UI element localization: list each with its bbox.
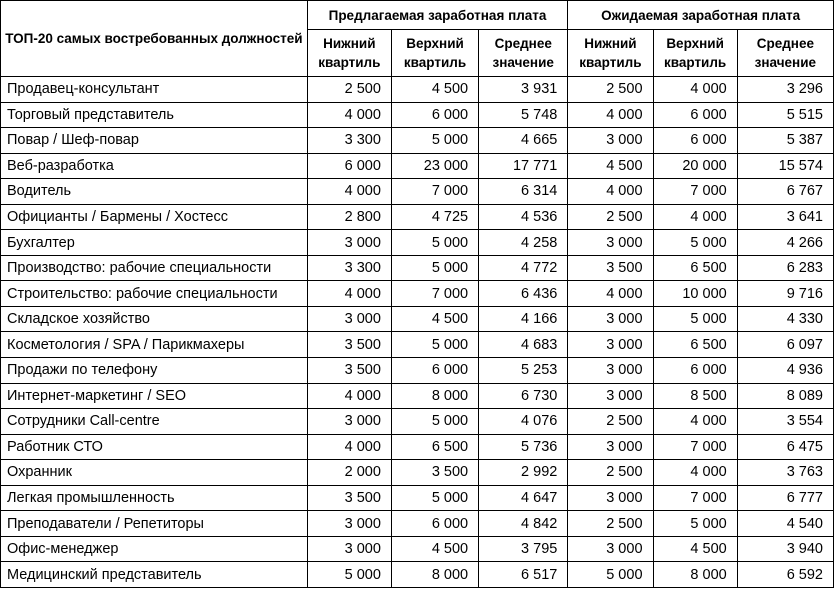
offered-mean-cell: 5 748: [479, 102, 568, 128]
expected-upper-cell: 6 000: [653, 102, 737, 128]
offered-lower-cell: 2 000: [307, 460, 391, 486]
offered-lower-cell: 2 500: [307, 77, 391, 103]
offered-lower-cell: 4 000: [307, 179, 391, 205]
expected-lower-cell: 3 000: [568, 358, 653, 384]
expected-mean-cell: 6 767: [737, 179, 833, 205]
job-title-cell: Производство: рабочие специальности: [1, 255, 308, 281]
col-header-offered-upper: Верхний квартиль: [391, 30, 478, 77]
group-header-expected: Ожидаемая заработная плата: [568, 1, 834, 30]
offered-lower-cell: 3 000: [307, 536, 391, 562]
expected-mean-cell: 6 592: [737, 562, 833, 588]
offered-mean-cell: 3 931: [479, 77, 568, 103]
table-row: [1, 281, 834, 307]
expected-upper-cell: 4 000: [653, 77, 737, 103]
expected-lower-cell: 2 500: [568, 77, 653, 103]
offered-upper-cell: 4 725: [391, 204, 478, 230]
expected-upper-cell: 4 500: [653, 536, 737, 562]
expected-lower-cell: 4 000: [568, 281, 653, 307]
offered-lower-cell: 2 800: [307, 204, 391, 230]
offered-mean-cell: 4 683: [479, 332, 568, 358]
offered-upper-cell: 6 500: [391, 434, 478, 460]
job-title-cell: Продажи по телефону: [1, 358, 308, 384]
job-title-cell: Официанты / Бармены / Хостесс: [1, 204, 308, 230]
offered-mean-cell: 6 517: [479, 562, 568, 588]
job-title-cell: Сотрудники Call-centre: [1, 409, 308, 435]
expected-lower-cell: 4 000: [568, 179, 653, 205]
offered-lower-cell: 3 000: [307, 230, 391, 256]
offered-lower-cell: 3 500: [307, 485, 391, 511]
offered-upper-cell: 3 500: [391, 460, 478, 486]
table-row: [1, 102, 834, 128]
col-header-offered-lower: Нижний квартиль: [307, 30, 391, 77]
job-title-cell: Продавец-консультант: [1, 77, 308, 103]
expected-mean-cell: 4 540: [737, 511, 833, 537]
offered-lower-cell: 3 500: [307, 358, 391, 384]
table-row: [1, 511, 834, 537]
expected-lower-cell: 2 500: [568, 511, 653, 537]
expected-upper-cell: 8 500: [653, 383, 737, 409]
job-title-cell: Строительство: рабочие специальности: [1, 281, 308, 307]
table-row: [1, 204, 834, 230]
offered-mean-cell: 6 314: [479, 179, 568, 205]
offered-upper-cell: 5 000: [391, 409, 478, 435]
offered-mean-cell: 4 166: [479, 306, 568, 332]
offered-upper-cell: 5 000: [391, 332, 478, 358]
offered-upper-cell: 5 000: [391, 255, 478, 281]
job-title-cell: Складское хозяйство: [1, 306, 308, 332]
offered-mean-cell: 5 253: [479, 358, 568, 384]
expected-mean-cell: 3 641: [737, 204, 833, 230]
table-row: [1, 77, 834, 103]
expected-upper-cell: 6 500: [653, 255, 737, 281]
expected-mean-cell: 3 296: [737, 77, 833, 103]
table-row: [1, 306, 834, 332]
expected-mean-cell: 6 475: [737, 434, 833, 460]
expected-mean-cell: 6 283: [737, 255, 833, 281]
offered-mean-cell: 6 730: [479, 383, 568, 409]
offered-upper-cell: 5 000: [391, 485, 478, 511]
table-row: [1, 358, 834, 384]
offered-lower-cell: 3 000: [307, 511, 391, 537]
expected-lower-cell: 2 500: [568, 409, 653, 435]
job-title-cell: Веб-разработка: [1, 153, 308, 179]
offered-lower-cell: 3 500: [307, 332, 391, 358]
col-header-expected-lower: Нижний квартиль: [568, 30, 653, 77]
table-row: [1, 536, 834, 562]
corner-title: ТОП-20 самых востребованных должностей: [1, 1, 308, 77]
table-row: [1, 332, 834, 358]
expected-mean-cell: 6 777: [737, 485, 833, 511]
offered-upper-cell: 4 500: [391, 536, 478, 562]
expected-upper-cell: 8 000: [653, 562, 737, 588]
job-title-cell: Офис-менеджер: [1, 536, 308, 562]
expected-upper-cell: 20 000: [653, 153, 737, 179]
offered-mean-cell: 4 772: [479, 255, 568, 281]
expected-mean-cell: 3 763: [737, 460, 833, 486]
offered-mean-cell: 17 771: [479, 153, 568, 179]
job-title-cell: Охранник: [1, 460, 308, 486]
offered-upper-cell: 8 000: [391, 562, 478, 588]
offered-upper-cell: 8 000: [391, 383, 478, 409]
table-row: [1, 562, 834, 588]
offered-lower-cell: 4 000: [307, 383, 391, 409]
expected-upper-cell: 7 000: [653, 179, 737, 205]
offered-mean-cell: 4 536: [479, 204, 568, 230]
offered-lower-cell: 6 000: [307, 153, 391, 179]
expected-mean-cell: 9 716: [737, 281, 833, 307]
table-row: [1, 409, 834, 435]
table-row: [1, 128, 834, 154]
expected-lower-cell: 3 000: [568, 536, 653, 562]
col-header-expected-upper: Верхний квартиль: [653, 30, 737, 77]
job-title-cell: Водитель: [1, 179, 308, 205]
col-header-offered-mean: Среднее значение: [479, 30, 568, 77]
header-row-groups: [1, 1, 834, 30]
job-title-cell: Интернет-маркетинг / SEO: [1, 383, 308, 409]
job-title-cell: Повар / Шеф-повар: [1, 128, 308, 154]
offered-mean-cell: 4 258: [479, 230, 568, 256]
offered-lower-cell: 3 000: [307, 409, 391, 435]
expected-lower-cell: 2 500: [568, 204, 653, 230]
job-title-cell: Торговый представитель: [1, 102, 308, 128]
offered-mean-cell: 4 647: [479, 485, 568, 511]
expected-upper-cell: 5 000: [653, 230, 737, 256]
job-title-cell: Косметология / SPA / Парикмахеры: [1, 332, 308, 358]
expected-lower-cell: 5 000: [568, 562, 653, 588]
expected-mean-cell: 5 515: [737, 102, 833, 128]
expected-lower-cell: 3 000: [568, 434, 653, 460]
expected-mean-cell: 8 089: [737, 383, 833, 409]
offered-mean-cell: 5 736: [479, 434, 568, 460]
expected-upper-cell: 6 000: [653, 358, 737, 384]
table-row: [1, 153, 834, 179]
expected-mean-cell: 5 387: [737, 128, 833, 154]
table-row: [1, 179, 834, 205]
table-body: [1, 77, 834, 588]
expected-mean-cell: 4 936: [737, 358, 833, 384]
expected-upper-cell: 10 000: [653, 281, 737, 307]
offered-mean-cell: 3 795: [479, 536, 568, 562]
expected-lower-cell: 4 500: [568, 153, 653, 179]
offered-upper-cell: 6 000: [391, 102, 478, 128]
expected-upper-cell: 4 000: [653, 204, 737, 230]
job-title-cell: Работник СТО: [1, 434, 308, 460]
offered-upper-cell: 5 000: [391, 230, 478, 256]
expected-upper-cell: 5 000: [653, 511, 737, 537]
table-row: [1, 255, 834, 281]
offered-lower-cell: 4 000: [307, 281, 391, 307]
expected-upper-cell: 6 500: [653, 332, 737, 358]
expected-mean-cell: 4 266: [737, 230, 833, 256]
offered-lower-cell: 4 000: [307, 434, 391, 460]
table-row: [1, 434, 834, 460]
offered-lower-cell: 3 300: [307, 255, 391, 281]
expected-lower-cell: 3 500: [568, 255, 653, 281]
expected-lower-cell: 2 500: [568, 460, 653, 486]
expected-upper-cell: 6 000: [653, 128, 737, 154]
offered-mean-cell: 2 992: [479, 460, 568, 486]
offered-upper-cell: 7 000: [391, 179, 478, 205]
offered-upper-cell: 6 000: [391, 358, 478, 384]
expected-upper-cell: 5 000: [653, 306, 737, 332]
col-header-expected-mean: Среднее значение: [737, 30, 833, 77]
expected-lower-cell: 3 000: [568, 128, 653, 154]
table-row: [1, 460, 834, 486]
expected-upper-cell: 7 000: [653, 485, 737, 511]
job-title-cell: Преподаватели / Репетиторы: [1, 511, 308, 537]
table-row: [1, 230, 834, 256]
expected-upper-cell: 7 000: [653, 434, 737, 460]
offered-lower-cell: 4 000: [307, 102, 391, 128]
offered-upper-cell: 5 000: [391, 128, 478, 154]
offered-mean-cell: 4 842: [479, 511, 568, 537]
expected-mean-cell: 4 330: [737, 306, 833, 332]
job-title-cell: Медицинский представитель: [1, 562, 308, 588]
offered-upper-cell: 6 000: [391, 511, 478, 537]
job-title-cell: Легкая промышленность: [1, 485, 308, 511]
expected-mean-cell: 6 097: [737, 332, 833, 358]
expected-mean-cell: 3 940: [737, 536, 833, 562]
offered-upper-cell: 7 000: [391, 281, 478, 307]
offered-mean-cell: 6 436: [479, 281, 568, 307]
offered-lower-cell: 3 300: [307, 128, 391, 154]
offered-mean-cell: 4 076: [479, 409, 568, 435]
table-row: [1, 485, 834, 511]
offered-upper-cell: 4 500: [391, 77, 478, 103]
expected-lower-cell: 3 000: [568, 306, 653, 332]
offered-lower-cell: 3 000: [307, 306, 391, 332]
expected-upper-cell: 4 000: [653, 460, 737, 486]
offered-mean-cell: 4 665: [479, 128, 568, 154]
expected-lower-cell: 4 000: [568, 102, 653, 128]
expected-lower-cell: 3 000: [568, 383, 653, 409]
table-row: [1, 383, 834, 409]
offered-upper-cell: 23 000: [391, 153, 478, 179]
job-title-cell: Бухгалтер: [1, 230, 308, 256]
expected-mean-cell: 15 574: [737, 153, 833, 179]
offered-lower-cell: 5 000: [307, 562, 391, 588]
expected-lower-cell: 3 000: [568, 485, 653, 511]
group-header-offered: Предлагаемая заработная плата: [307, 1, 568, 30]
expected-lower-cell: 3 000: [568, 332, 653, 358]
expected-lower-cell: 3 000: [568, 230, 653, 256]
offered-upper-cell: 4 500: [391, 306, 478, 332]
expected-upper-cell: 4 000: [653, 409, 737, 435]
expected-mean-cell: 3 554: [737, 409, 833, 435]
